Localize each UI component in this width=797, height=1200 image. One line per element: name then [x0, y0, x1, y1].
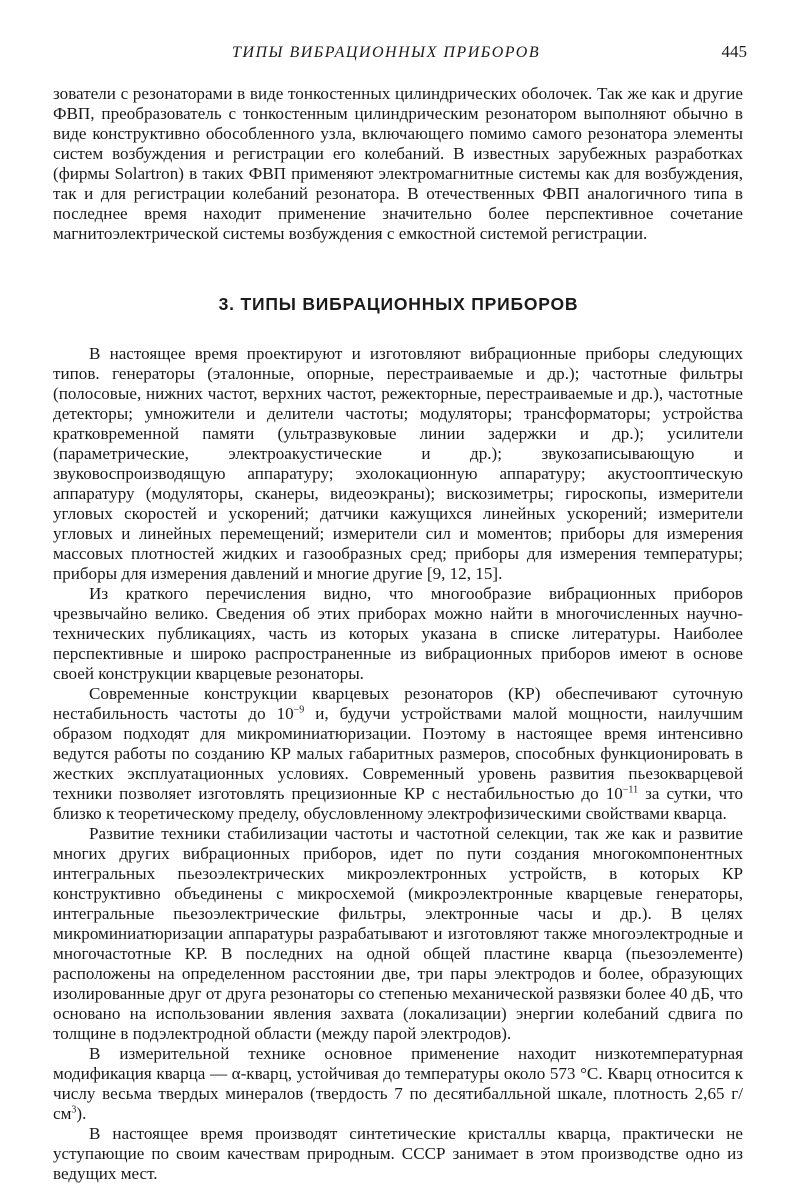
text-run: и, будучи устройствами малой мощности, наилучшим образом подходят для микроминиатюризации. Поэтому в настоящее время интенсивно ведутся работы по созданию КР малых габаритных размеров, способных функционировать в жестких эксплуатационных условиях. Современный уровень развития пьезокварцевой техники позволяет изготовлять прецизионные КР с нестабильностью до 10	[53, 704, 743, 803]
section-heading: 3. ТИПЫ ВИБРАЦИОННЫХ ПРИБОРОВ	[218, 294, 579, 314]
text-run: Современные конструкции кварцевых резонаторов (КР) обеспечивают суточную нестабильность частоты до 10	[53, 684, 743, 723]
text-run: ).	[76, 1104, 87, 1123]
exponent: −11	[622, 784, 639, 796]
intro-paragraph: зователи с резонаторами в виде тонкостенных цилиндрических оболочек. Так же как и другие ФВП, преобразователь с тонкостенным цилиндрическим резонатором выполняют обычно в виде конструктивно обособленного узла, включающего помимо самого резонатора элементы систем возбуждения и регистрации его колебаний. В известных зарубежных разработках (фирмы Solartron) в таких ФВП применяют электромагнитные системы как для возбуждения, так и для регистрации колебаний резонатора. В отечественных ФВП аналогичного типа в последнее время находит применение значительно более перспективное сочетание магнитоэлектрической системы возбуждения с емкостной системой регистрации.	[53, 84, 743, 243]
paragraph-synthetic-quartz: В настоящее время производят синтетические кристаллы кварца, практически не уступающие по своим качествам природным. СССР занимает в этом производстве одно из ведущих мест.	[53, 1124, 743, 1183]
page-number: 445	[721, 42, 747, 61]
exponent: 3	[71, 1104, 77, 1116]
intro-text-block	[53, 84, 743, 244]
paragraph-alpha-quartz	[53, 1044, 743, 1124]
text-run: В измерительной технике основное применение находит низкотемпературная модификация кварца — α-кварц, устойчивая до температуры около 573 °С. Кварц относится к числу весьма твердых минералов (твердость 7 по десятибалльной шкале, плотность 2,65 г/см	[53, 1044, 743, 1123]
running-head-title: ТИПЫ ВИБРАЦИОННЫХ ПРИБОРОВ	[232, 44, 541, 61]
section-body	[53, 344, 743, 1184]
paragraph-variety: Из краткого перечисления видно, что многообразие вибрационных приборов чрезвычайно велико. Сведения об этих приборах можно найти в многочисленных научно-технических публикациях, часть из которых указана в списке литературы. Наиболее перспективные и широко распространенные из вибрационных приборов имеют в основе своей конструкции кварцевые резонаторы.	[53, 584, 743, 683]
paragraph-quartz-resonators	[53, 684, 743, 824]
paragraph-microelectronics: Развитие техники стабилизации частоты и частотной селекции, так же как и развитие многих других вибрационных приборов, идет по пути создания многокомпонентных интегральных пьезоэлектрических микроэлектронных устройств, в которых КР конструктивно объединены с микросхемой (микроэлектронные кварцевые генераторы, интегральные пьезоэлектрические фильтры, электронные часы и др.). В целях микроминиатюризации аппаратуры разрабатывают и изготовляют также многоэлектродные и многочастотные КР. В последних на одной общей пластине кварца (пьезоэлементе) расположены на определенном расстоянии две, три пары электродов и более, образующих изолированные друг от друга резонаторы со степенью механической развязки более 40 дБ, что основано на использовании явления захвата (локализации) энергии колебаний сдвига по толщине в подэлектродной области (между парой электродов).	[53, 824, 743, 1043]
text-run: за сутки, что близко к теоретическому пределу, обусловленному электрофизическими свойствами кварца.	[53, 784, 743, 823]
exponent: −9	[293, 704, 305, 716]
paragraph-device-types: В настоящее время проектируют и изготовляют вибрационные приборы следующих типов. генераторы (эталонные, опорные, перестраиваемые и др.); частотные фильтры (полосовые, нижних частот, верхних частот, режекторные, перестраиваемые и др.), частотные детекторы; умножители и делители частоты; модуляторы; трансформаторы; устройства кратковременной памяти (ультразвуковые линии задержки и др.); усилители (параметрические, электроакустические и др.); звукозаписывающую и звуковоспроизводящую аппаратуру; эхолокационную аппаратуру; акустооптическую аппаратуру (модуляторы, сканеры, видеоэкраны); вискозиметры; гироскопы, измерители угловых скоростей и ускорений; датчики кажущихся линейных ускорений; измерители угловых и линейных перемещений; измерители сил и моментов; приборы для измерения массовых плотностей жидких и газообразных сред; приборы для измерения температуры; приборы для измерения давлений и многие другие [9, 12, 15].	[53, 344, 743, 583]
